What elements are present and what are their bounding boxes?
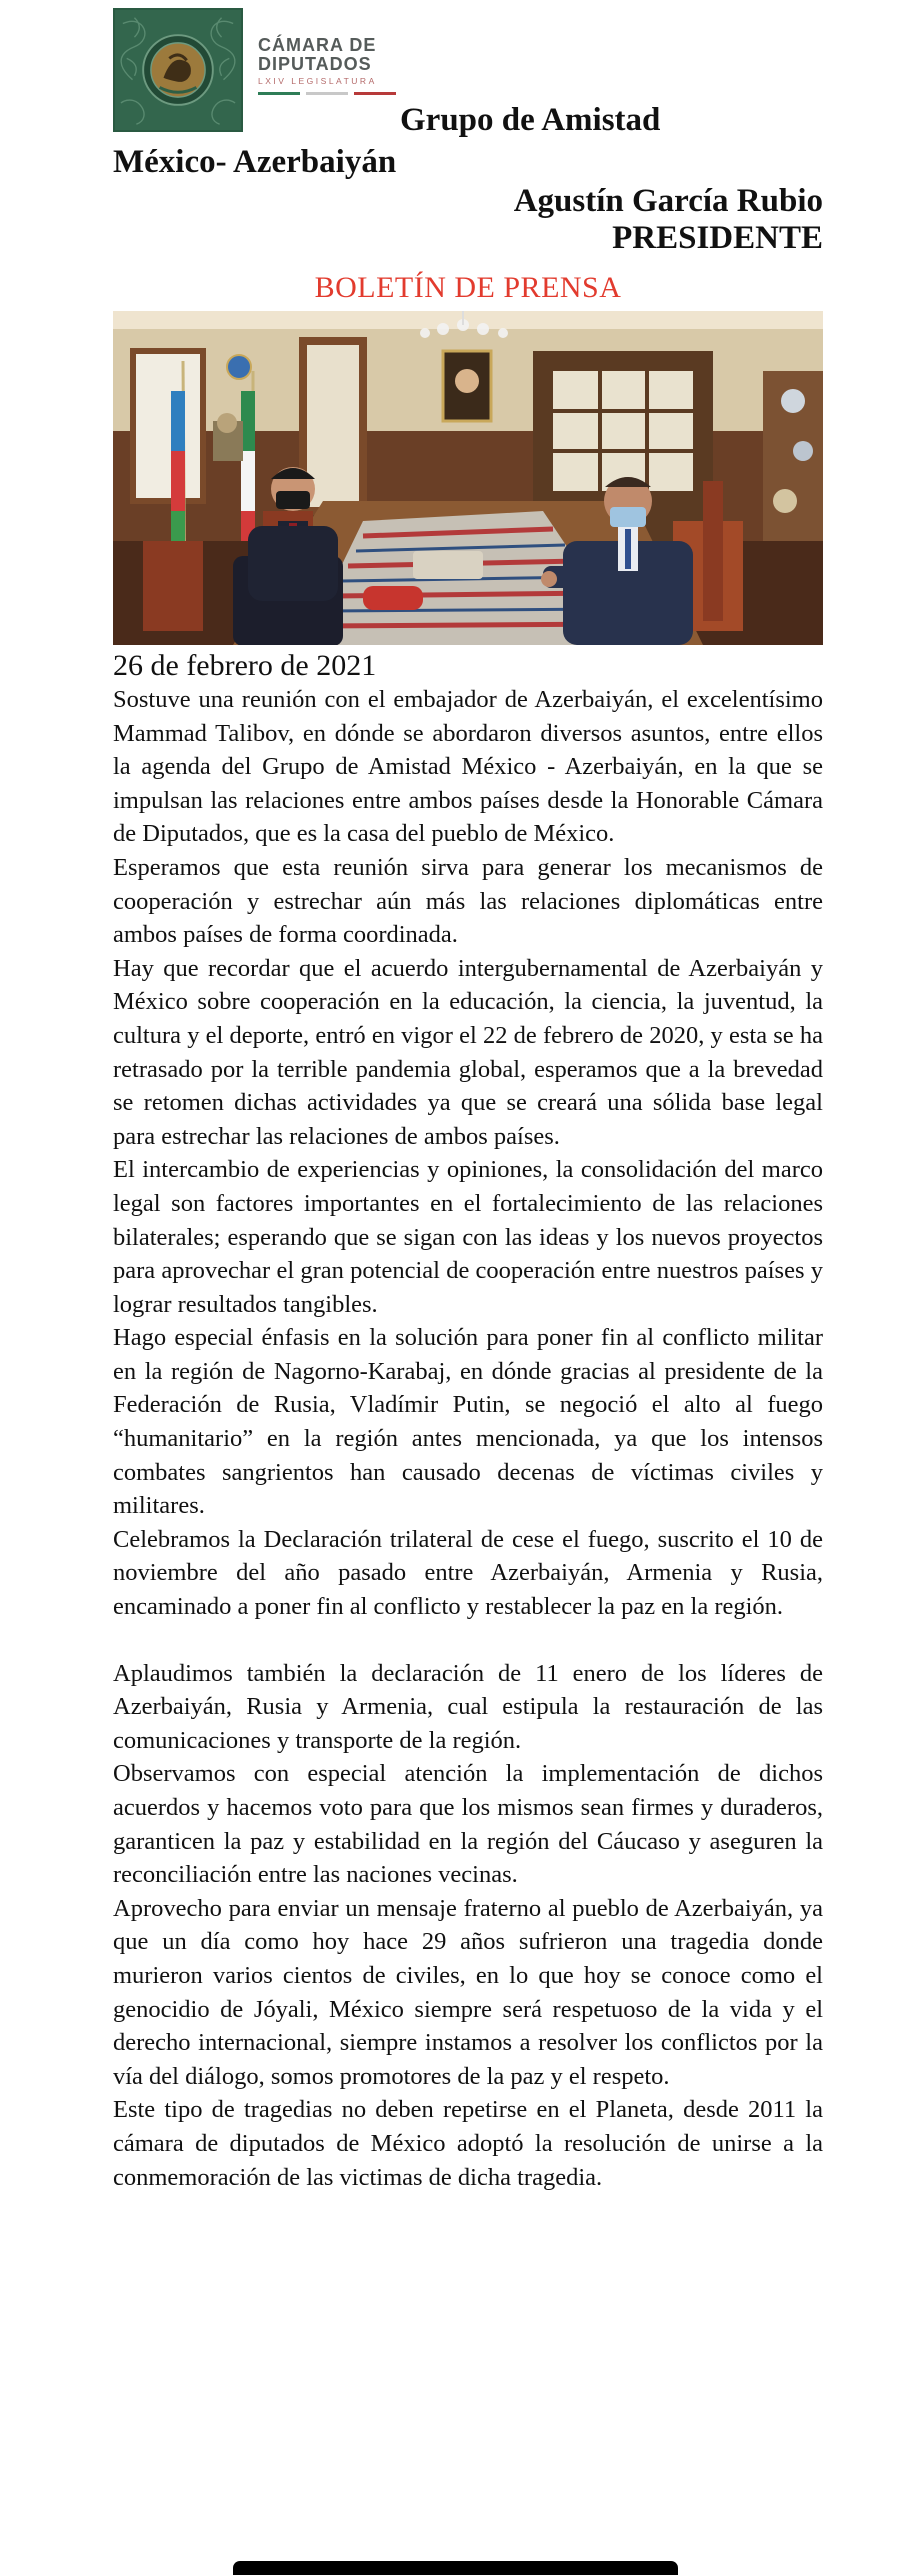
body-paragraph: Sostuve una reunión con el embajador de Azerbaiyán, el excelentísimo Mammad Talibov, en dónde se abordaron diversos asuntos, entre ellos la agenda del Grupo de Amistad México - Azerbaiyán, en la que se impulsan las relaciones entre ambos países desde la Honorable Cámara de Diputados, que es la casa del pueblo de México.: [113, 686, 823, 848]
camara-logo: [258, 36, 396, 95]
bulletin-title: BOLETÍN DE PRENSA: [314, 271, 622, 304]
press-release-page: [113, 8, 823, 2194]
legislature-label: LXIV LEGISLATURA: [258, 76, 377, 86]
letterhead: [113, 8, 823, 140]
body-paragraph: El intercambio de experiencias y opiniones, la consolidación del marco legal son factores importantes en el fortalecimiento de las relaciones bilaterales; esperando que se sigan con las ideas y los nuevos proyectos para aprovechar el gran potencial de cooperación entre nuestros países y lograr resultados tangibles.: [113, 1156, 823, 1318]
body-paragraph: Hago especial énfasis en la solución para poner fin al conflicto militar en la región de Nagorno-Karabaj, en dónde gracias al presidente de la Federación de Rusia, Vladímir Putin, se negoció el alto al fuego “humanitario” en la región antes mencionada, ya que los intensos combates sangrientos han causado decenas de víctimas civiles y militares.: [113, 1324, 823, 1520]
publication-date: 26 de febrero de 2021: [113, 649, 377, 682]
body-paragraph: Celebramos la Declaración trilateral de cese el fuego, suscrito el 10 de noviembre del año pasado entre Azerbaiyán, Armenia y Rusia, encaminado a poner fin al conflicto y restablecer la paz en la región.: [113, 1525, 823, 1621]
group-title-line1: Grupo de Amistad: [400, 102, 661, 138]
body-paragraph: Este tipo de tragedias no deben repetirse en el Planeta, desde 2011 la cámara de diputados de México adoptó la resolución de unirse a la conmemoración de las victimas de dicha tragedia.: [113, 2096, 823, 2191]
home-indicator-bar: [233, 2561, 678, 2575]
president-role: PRESIDENTE: [612, 220, 823, 256]
body-paragraph: Observamos con especial atención la implementación de dichos acuerdos y hacemos voto para que los mismos sean firmes y duraderos, garanticen la paz y estabilidad en la región del Cáucaso y aseguren la reconciliación entre las naciones vecinas.: [113, 1760, 823, 1889]
body-paragraph: Esperamos que esta reunión sirva para generar los mecanismos de cooperación y estrechar aún más las relaciones diplomáticas entre ambos países de forma coordinada.: [113, 853, 823, 949]
body-paragraph: Aprovecho para enviar un mensaje fraterno al pueblo de Azerbaiyán, ya que un día como hoy hace 29 años sufrieron una tragedia donde murieron varios cientos de civiles, en lo que hoy se conoce como el genocidio de Jóyali, México siempre será respetuoso de la vida y el derecho internacional, siempre instamos a resolver los conflictos por la vía del diálogo, somos promotores de la paz y el respeto.: [113, 1894, 823, 2090]
group-title-line2: México- Azerbaiyán: [113, 144, 397, 180]
press-release-body: [113, 683, 823, 2194]
meeting-photo: [113, 311, 823, 645]
institution-line2: DIPUTADOS: [258, 54, 372, 74]
institution-line1: CÁMARA DE: [258, 35, 377, 55]
body-paragraph: Aplaudimos también la declaración de 11 enero de los líderes de Azerbaiyán, Rusia y Armenia, cual estipula la restauración de las comunicaciones y transporte de la región.: [113, 1659, 823, 1754]
flag-color-bars: [258, 92, 396, 95]
body-paragraph: Hay que recordar que el acuerdo intergubernamental de Azerbaiyán y México sobre cooperación en la educación, la ciencia, la juventud, la cultura y el deporte, entró en vigor el 22 de febrero de 2020, y esta se ha retrasado por la terrible pandemia global, esperamos que a la brevedad se retomen dichas actividades ya que se creará una sólida base legal para estrechar las relaciones de ambos países.: [113, 954, 823, 1150]
mexico-coat-of-arms-seal-icon: [113, 8, 243, 132]
president-name: Agustín García Rubio: [513, 183, 823, 219]
